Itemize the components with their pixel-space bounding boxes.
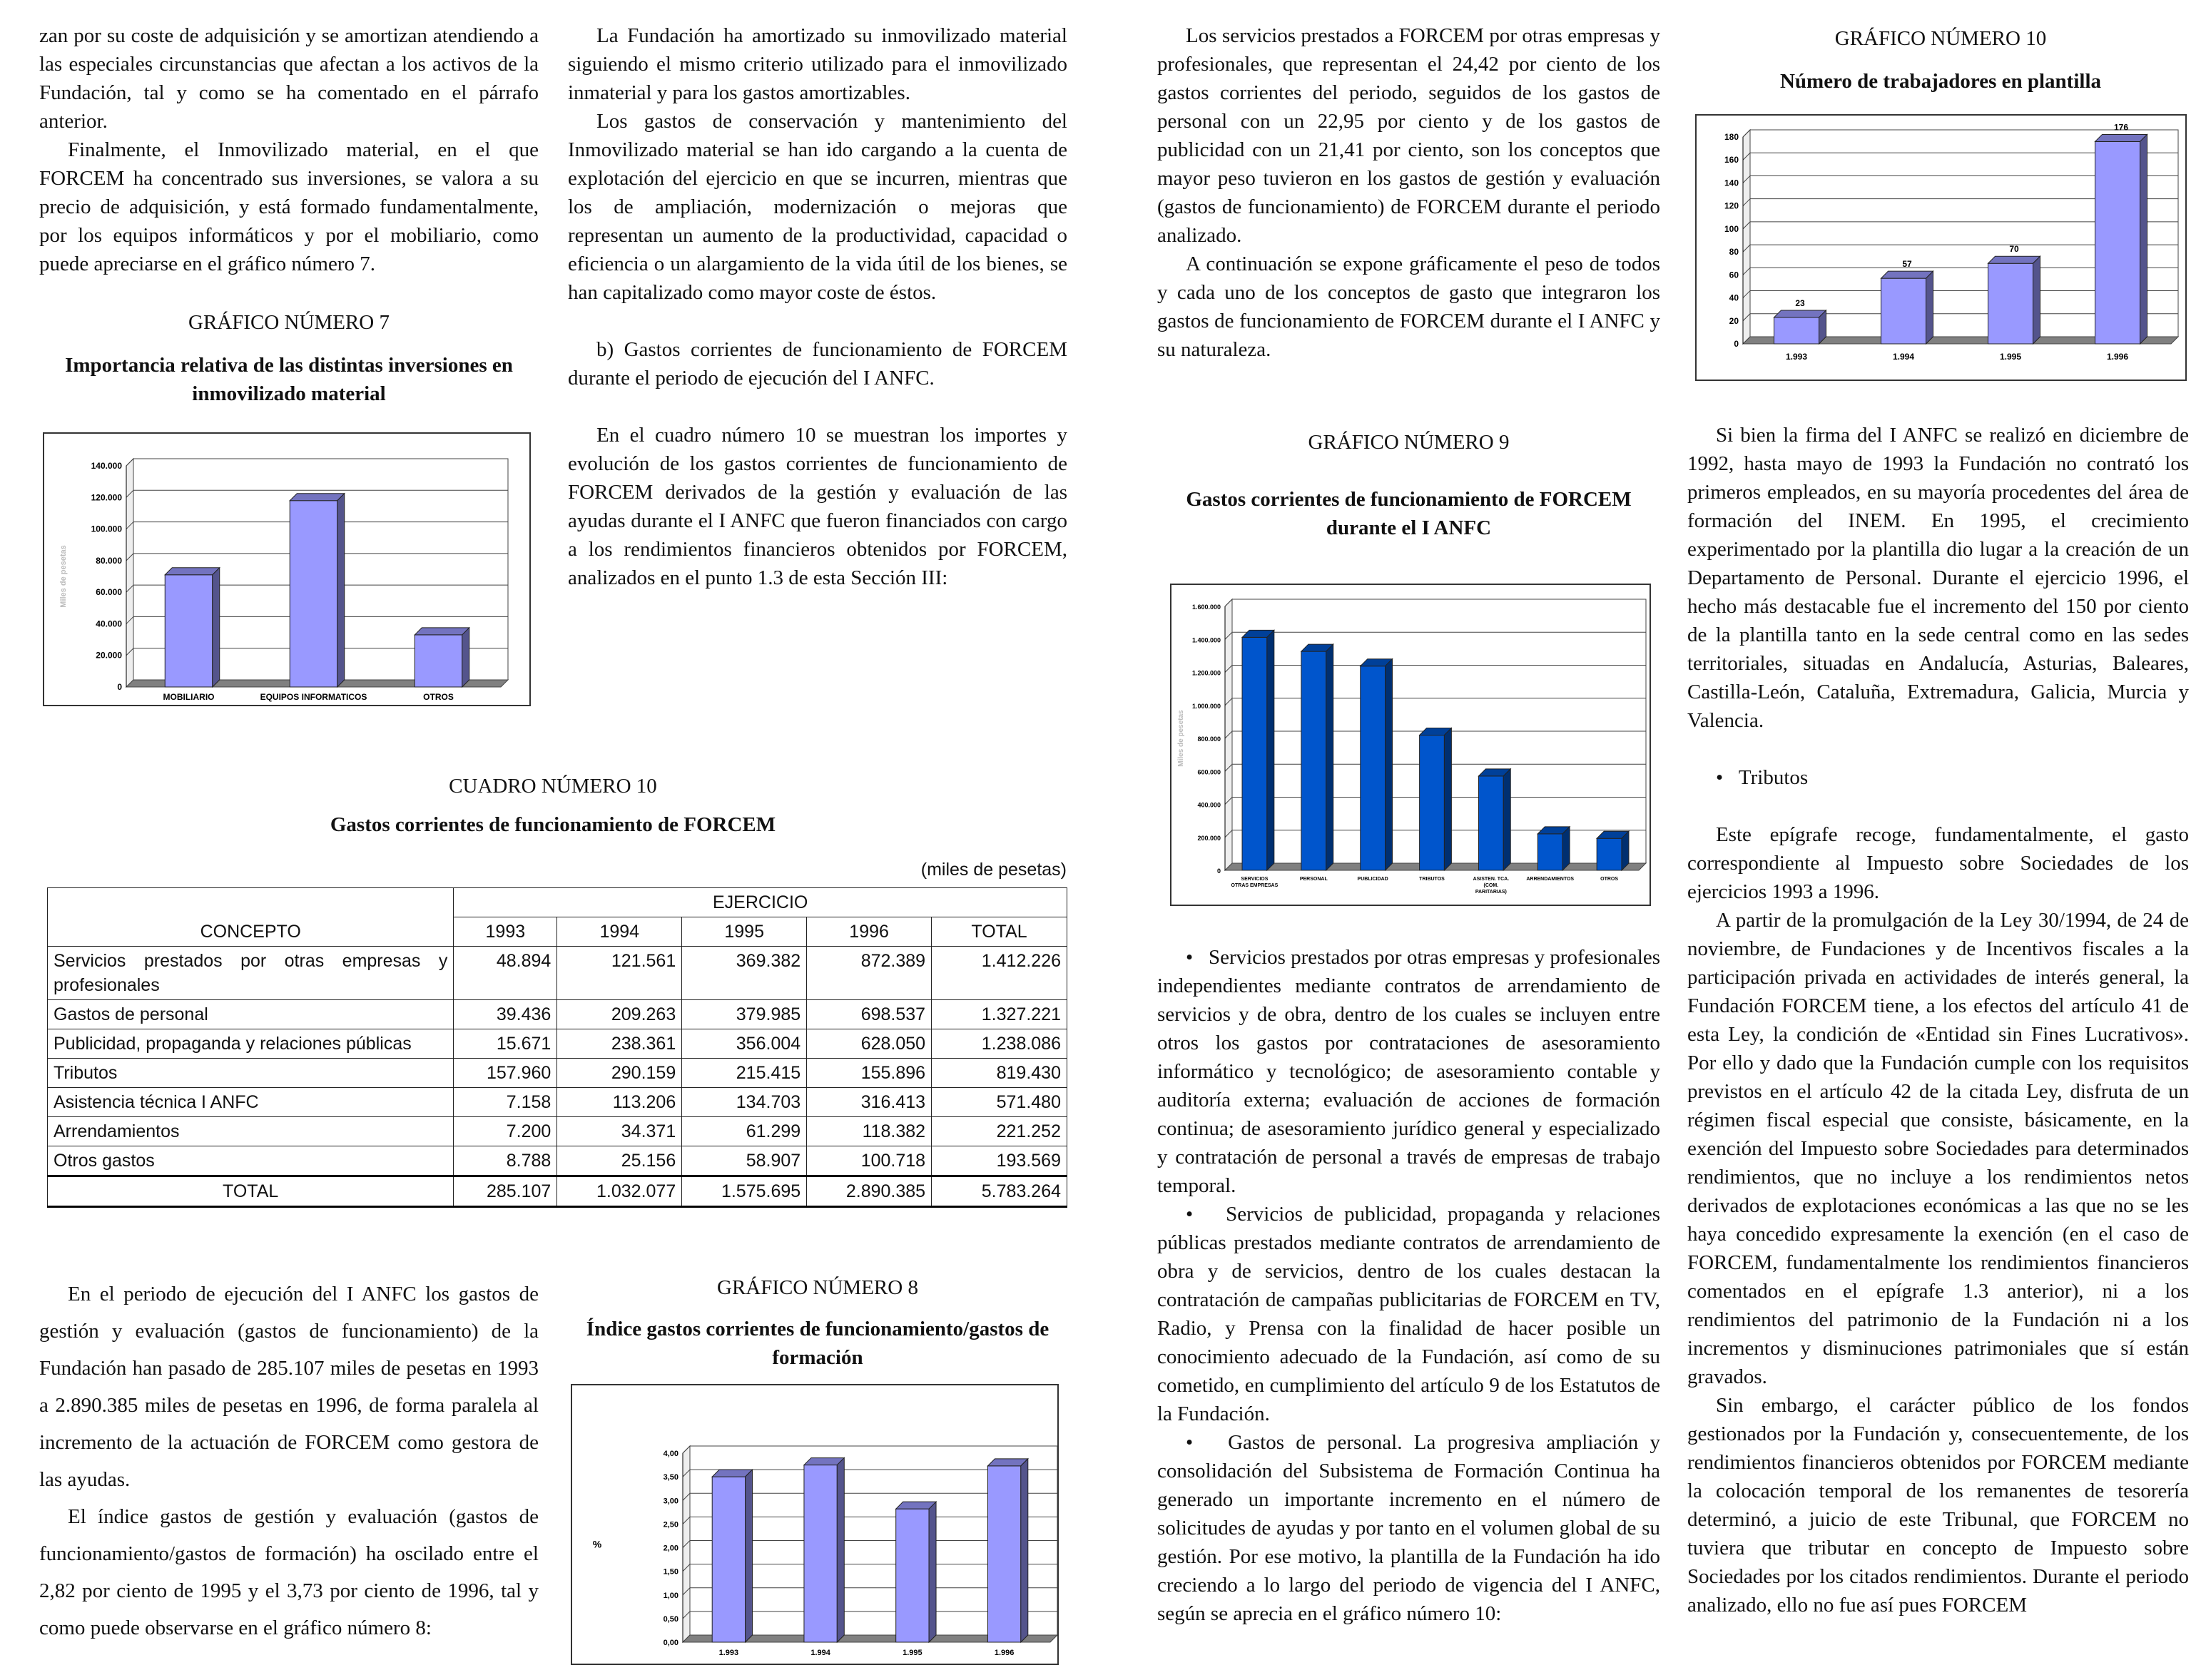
value-cell: 571.480	[932, 1088, 1067, 1117]
bar-side	[462, 628, 469, 687]
value-cell: 5.783.264	[932, 1176, 1067, 1207]
value-cell: 7.200	[454, 1117, 557, 1146]
value-cell: 215.415	[682, 1059, 807, 1088]
bar-side	[1021, 1459, 1028, 1642]
data-label: 70	[2009, 244, 2019, 255]
bar-top	[165, 568, 220, 575]
paragraph: Sin embargo, el carácter público de los fondos gestionados por la Fundación y, consecuentemente, de los rendimientos financieros obtenidos por FORCEM mediante la colocación temporal de los remanentes de tesorería determinó, a juicio de este Tribunal, que FORCEM no tuviera que tributar en concepto de Impuesto sobre Sociedades por los citados rendimientos. Durante el periodo analizado, ello no fue así pues FORCEM	[1687, 1394, 2189, 1617]
y-axis-label: Miles de pesetas	[59, 545, 68, 608]
concept-cell: Tributos	[48, 1059, 454, 1088]
bullet-marker: •	[1186, 1431, 1194, 1454]
y-tick-label: 2,00	[663, 1544, 678, 1553]
y-tick-label: 2,50	[663, 1520, 678, 1529]
value-cell: 1.327.221	[932, 1000, 1067, 1029]
category-label: 1.995	[1999, 352, 2022, 362]
bar-side	[1326, 644, 1333, 870]
category-label: OTRAS EMPRESAS	[1231, 883, 1279, 888]
bullet-text: Servicios de publicidad, propaganda y relaciones públicas prestados mediante contratos de arrendamiento de obra y de servicios, dentro de los cuales destacan la contratación de campañas publicitarias de FORCEM en TV, Radio, y Prensa con la finalidad de hacer posible un conocimiento adecuado de la Fundación, así como de su cometido, en cumplimiento del artículo 9 de los Estatutos de la Fundación.	[1157, 1203, 1661, 1425]
y-tick-label: 120	[1724, 200, 1739, 211]
section-heading: b) Gastos corrientes de funcionamiento de FORCEM durante el periodo de ejecución del I ANFC.	[568, 338, 1067, 390]
bar-side	[837, 1458, 844, 1642]
concept-cell: Publicidad, propaganda y relaciones públicas	[48, 1029, 454, 1059]
category-label: (COM.	[1483, 883, 1499, 888]
bar-top	[1881, 271, 1933, 278]
bar-side	[929, 1502, 936, 1642]
chart-10-svg	[1697, 116, 2185, 380]
bar	[1301, 651, 1326, 870]
bar-side	[1386, 659, 1393, 870]
y-tick-label: 1,00	[663, 1591, 678, 1600]
value-cell: 61.299	[682, 1117, 807, 1146]
column-3-lower	[1157, 943, 1660, 1628]
paragraph: zan por su coste de adquisición y se amortizan atendiendo a las especiales circunstancias que afectan a los activos de la Fundación, tal y como se ha comentado en el párrafo anterior.	[39, 24, 539, 133]
value-cell: 221.252	[932, 1117, 1067, 1146]
y-tick-label: 20.000	[96, 650, 122, 661]
bar-top	[290, 494, 345, 501]
column-header: 1994	[557, 917, 682, 947]
value-cell: 8.788	[454, 1146, 557, 1176]
table-header-row	[48, 888, 1067, 917]
chart-8-subtitle: Índice gastos corrientes de funcionamiento/gastos de formación	[586, 1318, 1049, 1369]
category-label: ASISTEN. TCA.	[1473, 877, 1510, 882]
value-cell: 872.389	[807, 947, 932, 1000]
table-row	[48, 1059, 1067, 1088]
bullet-item	[1157, 1428, 1660, 1628]
chart-8-svg	[572, 1385, 1057, 1664]
category-label: PARITARIAS)	[1475, 890, 1507, 895]
category-label: 1.994	[1892, 352, 1915, 362]
value-cell: 209.263	[557, 1000, 682, 1029]
bullet-item	[1687, 763, 2189, 792]
y-tick-label: 120.000	[91, 492, 122, 503]
bar	[804, 1465, 837, 1642]
category-label: PERSONAL	[1299, 877, 1328, 882]
bar	[1881, 278, 1926, 344]
y-tick-label: 800.000	[1197, 735, 1221, 743]
data-label: 176	[2113, 122, 2129, 133]
value-cell: 356.004	[682, 1029, 807, 1059]
concept-cell: Otros gastos	[48, 1146, 454, 1176]
paragraph: En el periodo de ejecución del I ANFC los gastos de gestión y evaluación (gastos de funcionamiento) de la Fundación han pasado de 285.107 miles de pesetas en 1993 a 2.890.385 miles de pesetas en 1996, de forma paralela al incremento de la actuación de FORCEM como gestora de las ayudas.	[39, 1283, 539, 1491]
bar	[1597, 838, 1622, 870]
chart-7-svg	[44, 434, 529, 705]
value-cell: 698.537	[807, 1000, 932, 1029]
y-tick-label: 100	[1724, 223, 1739, 234]
y-tick-label: 0	[1734, 339, 1739, 349]
paragraph: Finalmente, el Inmovilizado material, en el que FORCEM ha concentrado sus inversiones, se valora a su precio de adquisición, y está formado fundamentalmente, por los equipos informáticos y por el mobiliario, como puede apreciarse en el gráfico número 7.	[39, 138, 539, 275]
bar	[1361, 666, 1386, 870]
column-3	[1157, 21, 1660, 364]
value-cell: 369.382	[682, 947, 807, 1000]
y-tick-label: 4,00	[663, 1450, 678, 1458]
bar-top	[1988, 256, 2040, 263]
table-corner	[48, 888, 454, 917]
bar-top	[1774, 310, 1826, 317]
y-tick-label: 80.000	[96, 555, 122, 566]
category-label: 1.993	[1785, 352, 1808, 362]
y-tick-label: 1.400.000	[1191, 636, 1221, 644]
y-tick-label: 140	[1724, 178, 1739, 188]
y-tick-label: 140.000	[91, 461, 122, 471]
bar	[165, 575, 213, 687]
y-tick-label: 0,00	[663, 1639, 678, 1647]
table-header-row	[48, 917, 1067, 947]
value-cell: 628.050	[807, 1029, 932, 1059]
value-cell: 121.561	[557, 947, 682, 1000]
chart-7-title: GRÁFICO NÚMERO 7	[188, 311, 390, 334]
column-header: 1993	[454, 917, 557, 947]
y-tick-label: 80	[1729, 247, 1739, 258]
bullet-text: Gastos de personal. La progresiva ampliación y consolidación del Subsistema de Formación Continua ha generado un importante incremento en el número de solicitudes de ayudas y por tanto en el volumen global de su gestión. Por ese motivo, la plantilla de la Fundación ha ido creciendo a lo largo del periodo de vigencia del I ANFC, según se aprecia en el gráfico número 10:	[1157, 1431, 1661, 1625]
concept-cell: Gastos de personal	[48, 1000, 454, 1029]
value-cell: 157.960	[454, 1059, 557, 1088]
ejercicio-header: EJERCICIO	[454, 888, 1067, 917]
value-cell: 2.890.385	[807, 1176, 932, 1207]
value-cell: 155.896	[807, 1059, 932, 1088]
value-cell: 113.206	[557, 1088, 682, 1117]
bar	[290, 501, 337, 687]
bar-top	[2095, 134, 2147, 141]
bar	[1478, 776, 1503, 870]
bar-side	[746, 1470, 753, 1642]
chart-8-title: GRÁFICO NÚMERO 8	[717, 1276, 918, 1299]
data-label: 23	[1795, 297, 1805, 308]
value-cell: 1.238.086	[932, 1029, 1067, 1059]
table-row	[48, 1088, 1067, 1117]
y-tick-label: 100.000	[91, 524, 122, 534]
category-label: 1.996	[994, 1649, 1015, 1657]
paragraph: En el cuadro número 10 se muestran los importes y evolución de los gastos corrientes de funcionamiento de FORCEM derivados de la gestión y evaluación de las ayudas durante el I ANFC que fueron financiados con cargo a los rendimientos financieros obtenidos por FORCEM, analizados en el punto 1.3 de esta Sección III:	[568, 424, 1067, 589]
y-axis-label: Miles de pesetas	[1177, 710, 1185, 767]
table-row	[48, 1117, 1067, 1146]
category-label: PUBLICIDAD	[1357, 877, 1388, 882]
y-tick-label: 160	[1724, 155, 1739, 166]
y-tick-label: 600.000	[1197, 768, 1221, 776]
y-tick-label: 40.000	[96, 618, 122, 629]
paragraph: A continuación se expone gráficamente el peso de todos y cada uno de los conceptos de gasto que integraron los gastos de funcionamiento de FORCEM durante el I ANFC y su naturaleza.	[1157, 253, 1660, 361]
paragraph: A partir de la promulgación de la Ley 30/1994, de 24 de noviembre, de Fundaciones y de Incentivos fiscales a la participación privada en actividades de interés general, la Fundación FORCEM tiene, a los efectos del artículo 41 de esta Ley, la condición de «Entidad sin Fines Lucrativos». Por ello y dado que la Fundación cumple con los requisitos previstos en el artículo 42 de la citada Ley, disfruta de un régimen fiscal especial que consiste, básicamente, en la exención del Impuesto sobre Sociedades para determinados rendimientos, que no incluye a los rendimientos netos derivados de explotaciones económicas a las que no se les haya concedido expresamente la exención (en el caso de FORCEM, fundamentalmente los rendimientos financieros comentados en el epígrafe 1.3 anterior), ni a los rendimientos del patrimonio de la Fundación ni a los incrementos y disminuciones patrimoniales que sí están gravados.	[1687, 909, 2189, 1388]
chart-10-subtitle: Número de trabajadores en plantilla	[1779, 70, 2102, 93]
y-tick-label: 3,00	[663, 1497, 678, 1506]
table-row	[48, 1000, 1067, 1029]
bullet-text: Tributos	[1738, 766, 1809, 789]
category-label: MOBILIARIO	[163, 692, 215, 702]
y-axis-label: %	[592, 1538, 602, 1550]
chart-8	[571, 1384, 1059, 1665]
bar	[1537, 834, 1562, 870]
bar-side	[1267, 630, 1274, 870]
category-label: 1.993	[718, 1649, 739, 1657]
chart-7-subtitle: Importancia relativa de las distintas inversiones en inmovilizado material	[65, 354, 513, 405]
value-cell: 100.718	[807, 1146, 932, 1176]
y-tick-label: 400.000	[1197, 801, 1221, 809]
y-tick-label: 180	[1724, 132, 1739, 142]
paragraph: Los gastos de conservación y mantenimiento del Inmovilizado material se han ido cargando a la cuenta de explotación del ejercicio en que se incurren, mientras que los de ampliación, modernización o mejoras que representan un aumento de la productividad, capacidad o eficiencia o un alargamiento de la vida útil de los bienes, se han capitalizado como mayor coste de éstos.	[568, 110, 1067, 304]
concept-cell: Asistencia técnica I ANFC	[48, 1088, 454, 1117]
bar	[2095, 141, 2140, 344]
paragraph: Los servicios prestados a FORCEM por otras empresas y profesionales, que representan el 24,42 por ciento de los gastos corrientes del periodo, seguidos de los gastos de personal con un 22,95 por ciento y de los gastos de publicidad con un 21,41 por ciento, son los conceptos que mayor peso tuvieron en los gastos de gestión y evaluación (gastos de funcionamiento) de FORCEM durante el periodo analizado.	[1157, 24, 1660, 247]
column-4	[1687, 421, 2189, 1619]
value-cell: 58.907	[682, 1146, 807, 1176]
column-header: 1996	[807, 917, 932, 947]
chart-10	[1695, 114, 2187, 381]
bar-side	[2140, 134, 2147, 344]
y-tick-label: 40	[1729, 292, 1739, 303]
value-cell: 379.985	[682, 1000, 807, 1029]
concept-cell: Arrendamientos	[48, 1117, 454, 1146]
value-cell: 1.575.695	[682, 1176, 807, 1207]
category-label: 1.994	[810, 1649, 830, 1657]
chart-side-wall	[1743, 130, 1750, 344]
y-tick-label: 1,50	[663, 1567, 678, 1577]
category-label: ARRENDAMIENTOS	[1526, 877, 1575, 882]
concept-cell: Servicios prestados por otras empresas y profesionales	[48, 947, 454, 1000]
value-cell: 285.107	[454, 1176, 557, 1207]
bar-side	[1562, 827, 1570, 870]
y-tick-label: 1.600.000	[1191, 604, 1221, 611]
value-cell: 134.703	[682, 1088, 807, 1117]
y-tick-label: 0	[117, 682, 122, 692]
concepto-header: CONCEPTO	[48, 917, 454, 947]
y-tick-label: 0,50	[663, 1614, 678, 1624]
bar-top	[415, 628, 469, 635]
value-cell: 118.382	[807, 1117, 932, 1146]
bar-side	[2033, 256, 2040, 344]
value-cell: 7.158	[454, 1088, 557, 1117]
value-cell: 1.032.077	[557, 1176, 682, 1207]
category-label: OTROS	[1600, 877, 1619, 882]
bullet-item	[1157, 1200, 1660, 1428]
value-cell: 819.430	[932, 1059, 1067, 1088]
chart-7	[43, 432, 531, 706]
y-tick-label: 3,50	[663, 1473, 678, 1482]
value-cell: 238.361	[557, 1029, 682, 1059]
value-cell: 48.894	[454, 947, 557, 1000]
cuadro-title: CUADRO NÚMERO 10	[449, 775, 657, 798]
category-label: SERVICIOS	[1241, 877, 1269, 882]
bar	[1988, 263, 2033, 344]
category-label: EQUIPOS INFORMATICOS	[260, 692, 367, 702]
chart-9-svg	[1171, 585, 1650, 905]
bar	[896, 1509, 929, 1642]
y-tick-label: 60.000	[96, 587, 122, 598]
y-tick-label: 200.000	[1197, 834, 1221, 842]
bar	[1420, 735, 1445, 870]
paragraph: Si bien la firma del I ANFC se realizó en diciembre de 1992, hasta mayo de 1993 la Fundación no contrató los primeros empleados, en su mayoría procedentes del área de formación del INEM. En 1995, el crecimiento experimentado por la plantilla dio lugar a la creación de un Departamento de Personal. Durante el ejercicio 1996, el hecho más destacable fue el incremento del 150 por ciento de la plantilla tanto en la sede central como en las sedes territoriales, situadas en Andalucía, Asturias, Baleares, Castilla-León, Cataluña, Extremadura, Galicia, Murcia y Valencia.	[1687, 424, 2189, 732]
column-1	[39, 21, 539, 278]
y-tick-label: 0	[1216, 867, 1221, 875]
bullet-text: Servicios prestados por otras empresas y profesionales independientes mediante contratos de arrendamiento de servicios y de obra, dentro de los cuales se incluyen entre otros los gastos por contrataciones de asesoramiento informático y tecnológico; de asesoramiento contable y auditoría externa; evaluación de acciones de formación continua; de asesoramiento jurídico general y especializado y contratación de personal a través de empresas de trabajo temporal.	[1157, 946, 1660, 1197]
column-header: TOTAL	[932, 917, 1067, 947]
bullet-marker: •	[1186, 946, 1194, 969]
chart-9	[1170, 584, 1651, 906]
bar-side	[213, 568, 220, 687]
value-cell: 193.569	[932, 1146, 1067, 1176]
chart-9-subtitle: Gastos corrientes de funcionamiento de FORCEM durante el I ANFC	[1186, 488, 1632, 539]
column-1-lower	[39, 1276, 539, 1646]
bar-side	[1503, 769, 1510, 870]
value-cell: 1.412.226	[932, 947, 1067, 1000]
table-row	[48, 1146, 1067, 1176]
bar-side	[1622, 831, 1629, 870]
bar	[1774, 317, 1819, 344]
cuadro-units: (miles de pesetas)	[920, 860, 1067, 880]
bar-side	[1926, 271, 1933, 344]
paragraph: El índice gastos de gestión y evaluación (gastos de funcionamiento/gastos de formación) ha oscilado entre el 2,82 por ciento de 1995 y el 3,73 por ciento de 1996, tal y como puede observarse en el gráfico número 8:	[39, 1505, 539, 1639]
cuadro-subtitle: Gastos corrientes de funcionamiento de FORCEM	[330, 813, 776, 836]
bullet-marker: •	[1186, 1203, 1194, 1226]
category-label: TRIBUTOS	[1419, 877, 1445, 882]
category-label: 1.996	[2106, 352, 2129, 362]
bar	[712, 1477, 745, 1642]
y-tick-label: 20	[1729, 315, 1739, 326]
paragraph: La Fundación ha amortizado su inmovilizado material siguiendo el mismo criterio utilizado para el inmovilizado inmaterial y para los gastos amortizables.	[568, 24, 1067, 104]
category-label: OTROS	[423, 692, 454, 702]
bar-side	[1444, 728, 1451, 870]
y-tick-label: 1.000.000	[1191, 702, 1221, 710]
value-cell: 290.159	[557, 1059, 682, 1088]
bar-side	[337, 494, 345, 687]
table-row	[48, 1029, 1067, 1059]
chart-9-title: GRÁFICO NÚMERO 9	[1308, 431, 1510, 454]
chart-side-wall	[126, 459, 133, 687]
value-cell: 39.436	[454, 1000, 557, 1029]
table-row	[48, 947, 1067, 1000]
column-header: 1995	[682, 917, 807, 947]
bullet-item	[1157, 943, 1660, 1200]
bullet-marker: •	[1716, 766, 1724, 789]
bar	[987, 1466, 1020, 1642]
column-2	[568, 21, 1067, 592]
data-label: 57	[1902, 259, 1912, 270]
value-cell: 15.671	[454, 1029, 557, 1059]
value-cell: 34.371	[557, 1117, 682, 1146]
bar	[1242, 637, 1267, 870]
value-cell: 316.413	[807, 1088, 932, 1117]
total-label: TOTAL	[48, 1176, 454, 1207]
paragraph: Este epígrafe recoge, fundamentalmente, el gasto correspondiente al Impuesto sobre Sociedades de los ejercicios 1993 a 1996.	[1687, 823, 2189, 903]
table-total-row	[48, 1176, 1067, 1207]
chart-10-title: GRÁFICO NÚMERO 10	[1834, 27, 2047, 50]
bar	[415, 635, 462, 687]
y-tick-label: 60	[1729, 270, 1739, 280]
cuadro-table	[47, 887, 1067, 1208]
value-cell: 25.156	[557, 1146, 682, 1176]
y-tick-label: 1.200.000	[1191, 669, 1221, 677]
category-label: 1.995	[903, 1649, 922, 1657]
